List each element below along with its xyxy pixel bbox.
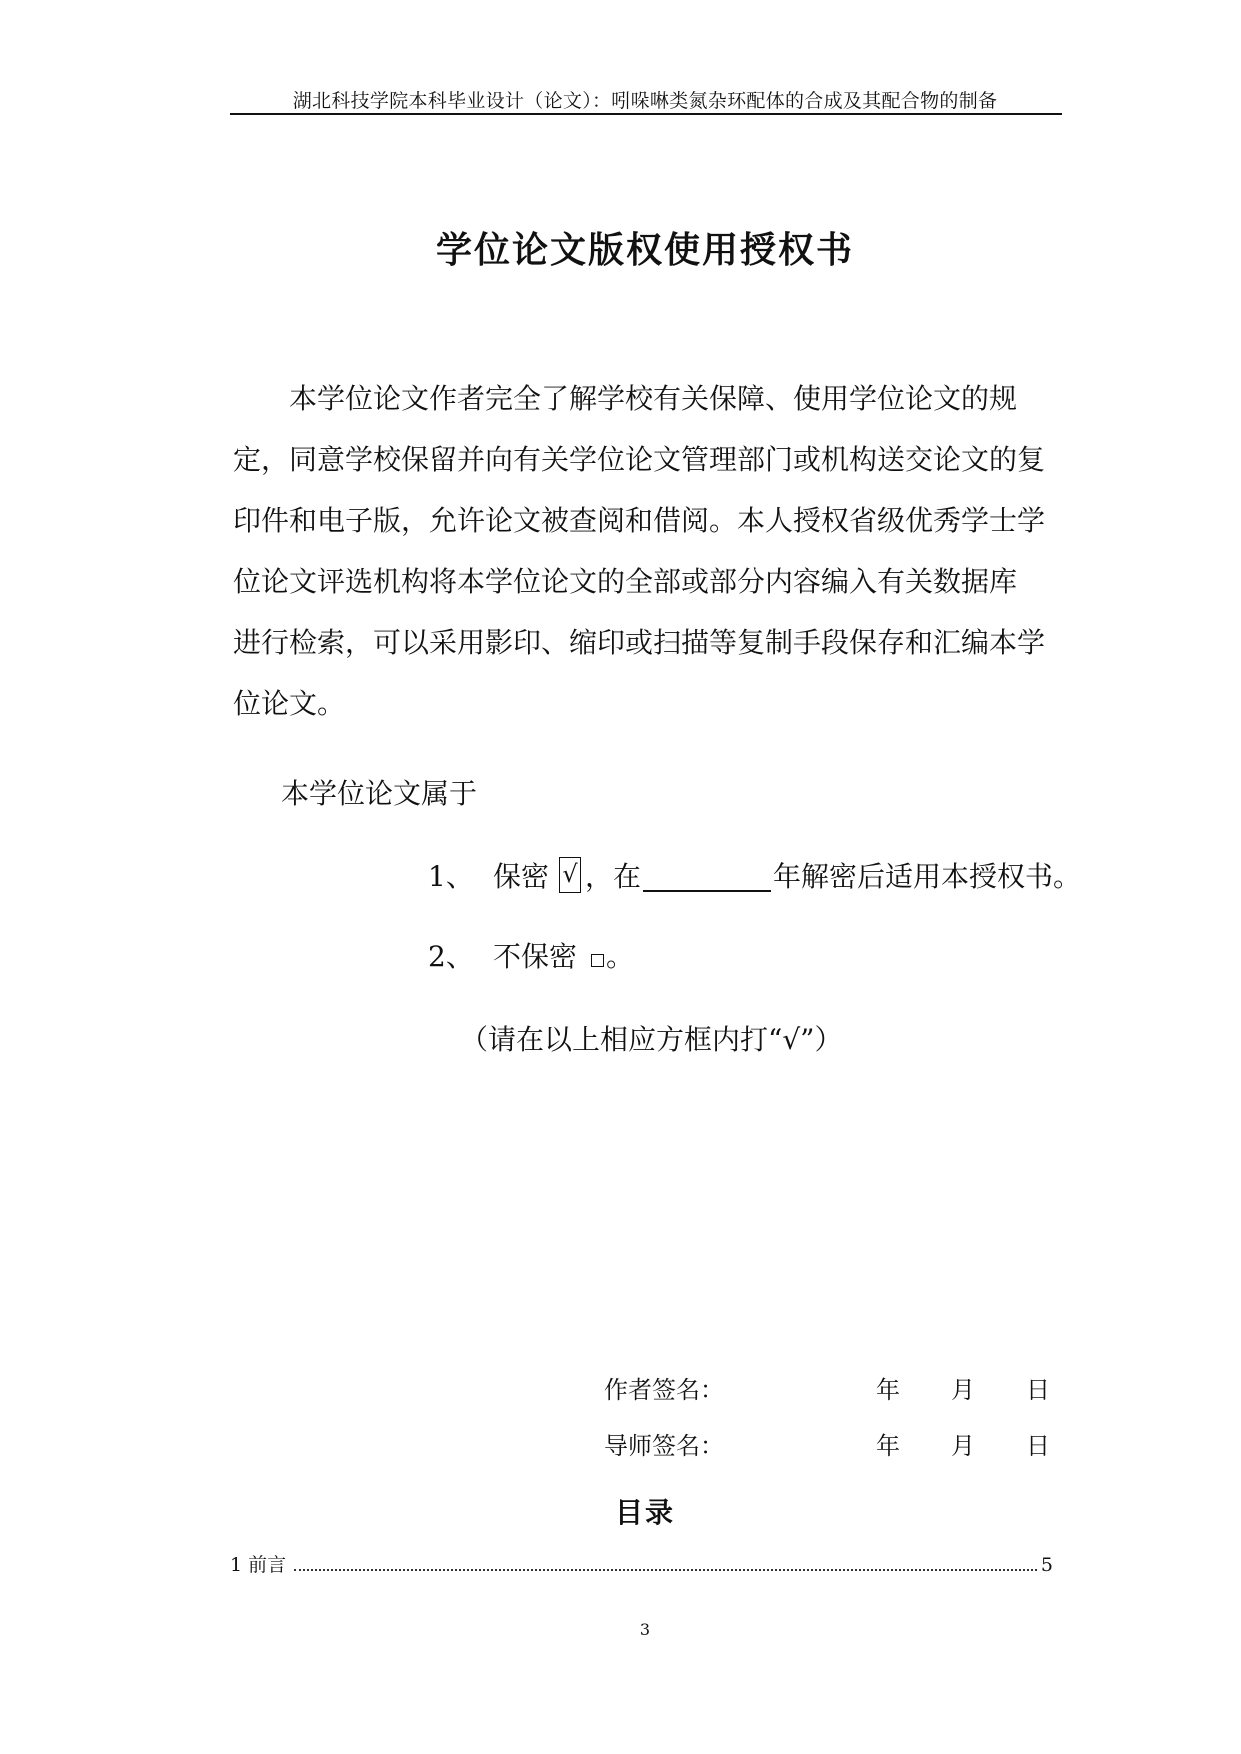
belongs-statement: 本学位论文属于 [281,777,478,810]
author-signature-label: 作者签名： [604,1376,724,1404]
header-rule [230,113,1062,115]
toc-title: 目录 [614,1496,675,1529]
toc-entry-page: 5 [1040,1554,1053,1576]
page-number: 3 [639,1620,651,1639]
confidential-checkbox[interactable]: √ [559,857,581,893]
option-confidential [428,855,1081,895]
page-running-header: 湖北科技学院本科毕业设计（论文）：吲哚啉类氮杂环配体的合成及其配合物的制备 [292,90,998,112]
document-title: 学位论文版权使用授权书 [435,229,854,271]
option-number: 1、 [428,860,474,893]
paragraph-line: 本学位论文作者完全了解学校有关保障、使用学位论文的规 [233,382,1018,415]
paragraph-line: 定，同意学校保留并向有关学位论文管理部门或机构送交论文的复 [233,443,1046,476]
paragraph-line: 进行检索，可以采用影印、缩印或扫描等复制手段保存和汇编本学 [233,626,1046,659]
day-label: 日 [1026,1376,1050,1404]
option-label: 不保密 [493,940,578,973]
year-label: 年 [876,1432,900,1460]
option-tail-text: 年解密后适用本授权书。 [773,860,1082,893]
check-instruction: （请在以上相应方框内打“√”） [460,1023,843,1056]
author-signature-row [604,1370,1064,1406]
advisor-signature-label: 导师签名： [604,1432,724,1460]
month-label: 月 [951,1376,975,1404]
option-label: 保密 [493,860,550,893]
not-confidential-checkbox[interactable] [591,954,604,967]
authorization-paragraph [233,368,1063,734]
option-not-confidential [428,935,634,975]
toc-leader-dots [294,1568,1037,1571]
advisor-signature-row [604,1426,1064,1462]
day-label: 日 [1026,1432,1050,1460]
toc-entry-label: 1 前言 [230,1554,287,1576]
toc-entry[interactable] [230,1550,1053,1577]
declassify-year-blank[interactable] [643,858,771,892]
year-label: 年 [876,1376,900,1404]
paragraph-line: 位论文评选机构将本学位论文的全部或部分内容编入有关数据库 [233,565,1018,598]
option-number: 2、 [428,940,474,973]
month-label: 月 [951,1432,975,1460]
paragraph-line: 位论文。 [233,687,346,720]
paragraph-line: 印件和电子版，允许论文被查阅和借阅。本人授权省级优秀学士学 [233,504,1046,537]
option-mid-text: ，在 [585,860,642,893]
option-tail-text: 。 [606,940,635,973]
